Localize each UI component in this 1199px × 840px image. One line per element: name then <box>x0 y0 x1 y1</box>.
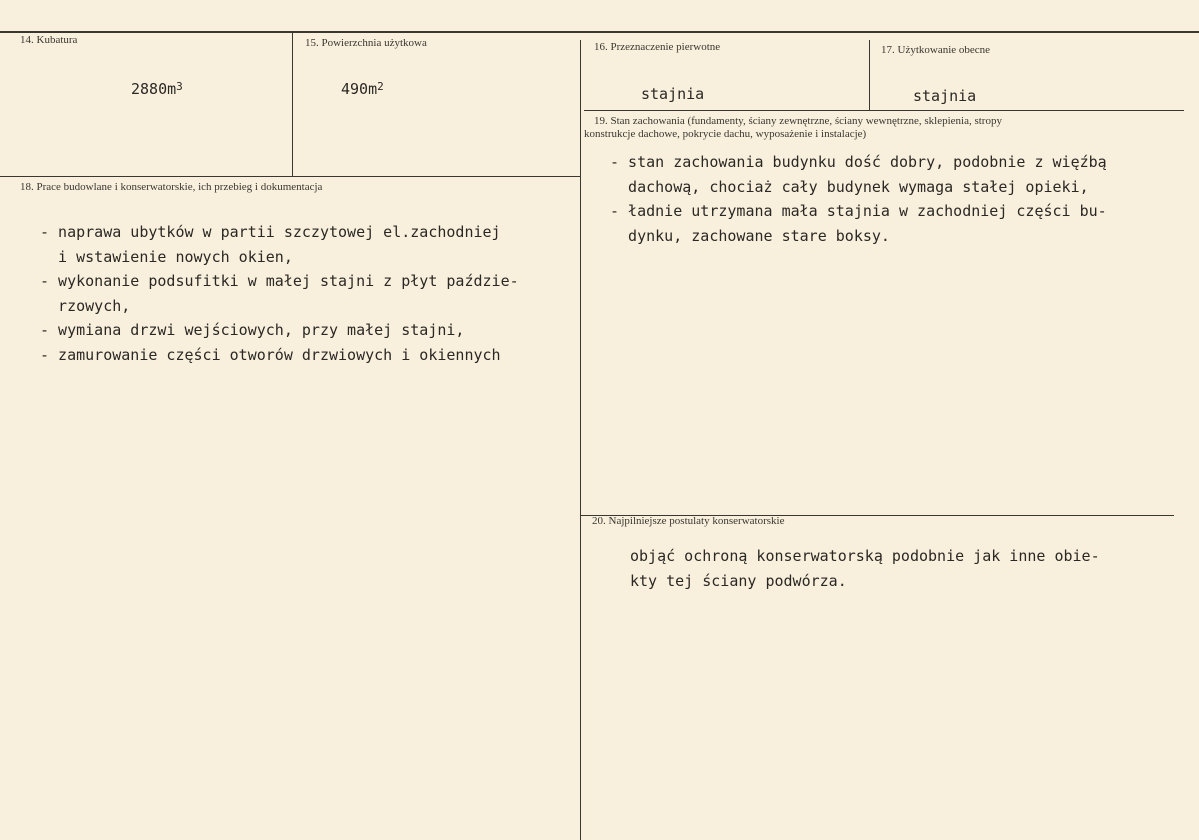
prace-line: - naprawa ubytków w partii szczytowej el.zachodniej <box>40 223 501 241</box>
main-vertical-divider <box>580 40 581 840</box>
stan-line: dachową, chociaż cały budynek wymaga stałej opieki, <box>610 177 1089 196</box>
prace-line: i wstawienie nowych okien, <box>40 247 293 266</box>
label-postulaty: 20. Najpilniejsze postulaty konserwatorskie <box>592 515 785 527</box>
value-powierzchnia-exponent: 2 <box>377 80 384 93</box>
label-powierzchnia: 15. Powierzchnia użytkowa <box>305 37 427 49</box>
prace-line: - wykonanie podsufitki w małej stajni z płyt paździe- <box>40 272 519 290</box>
prace-budowlane-text <box>40 220 519 367</box>
postulaty-text <box>630 544 1100 593</box>
divider-14-15 <box>292 33 293 176</box>
prace-line: - wymiana drzwi wejściowych, przy małej stajni, <box>40 321 465 339</box>
stan-line: - stan zachowania budynku dość dobry, podobnie z więźbą <box>610 153 1107 171</box>
prace-line: rzowych, <box>40 296 131 315</box>
label-kubatura: 14. Kubatura <box>20 34 78 46</box>
postulaty-line: kty tej ściany podwórza. <box>630 571 847 590</box>
value-kubatura-number: 2880m <box>131 80 177 98</box>
stan-line: - ładnie utrzymana mała stajnia w zachodniej części bu- <box>610 202 1107 220</box>
stan-zachowania-text <box>610 150 1107 248</box>
divider-16-17 <box>869 40 870 110</box>
label-stan-zachowania-line2: konstrukcje dachowe, pokrycie dachu, wyposażenie i instalacje) <box>584 128 867 140</box>
value-przeznaczenie: stajnia <box>641 85 705 103</box>
label-przeznaczenie: 16. Przeznaczenie pierwotne <box>594 41 721 53</box>
value-uzytkowanie: stajnia <box>913 87 977 105</box>
value-powierzchnia <box>341 80 384 98</box>
top-border <box>0 31 1199 33</box>
prace-line: - zamurowanie części otworów drzwiowych i okiennych <box>40 345 501 364</box>
postulaty-line: objąć ochroną konserwatorską podobnie jak inne obie- <box>630 547 1100 565</box>
label-uzytkowanie: 17. Użytkowanie obecne <box>881 44 991 56</box>
label-stan-zachowania-line1: 19. Stan zachowania (fundamenty, ściany zewnętrzne, ściany wewnętrzne, sklepienia, stropy <box>594 115 1002 127</box>
value-kubatura <box>131 80 183 98</box>
label-prace-budowlane: 18. Prace budowlane i konserwatorskie, ich przebieg i dokumentacja <box>20 181 323 193</box>
rule-under-16-17 <box>584 110 1184 111</box>
value-powierzchnia-number: 490m <box>341 80 378 98</box>
stan-line: dynku, zachowane stare boksy. <box>610 226 890 245</box>
rule-under-14-15 <box>0 176 581 177</box>
value-kubatura-exponent: 3 <box>176 80 183 93</box>
